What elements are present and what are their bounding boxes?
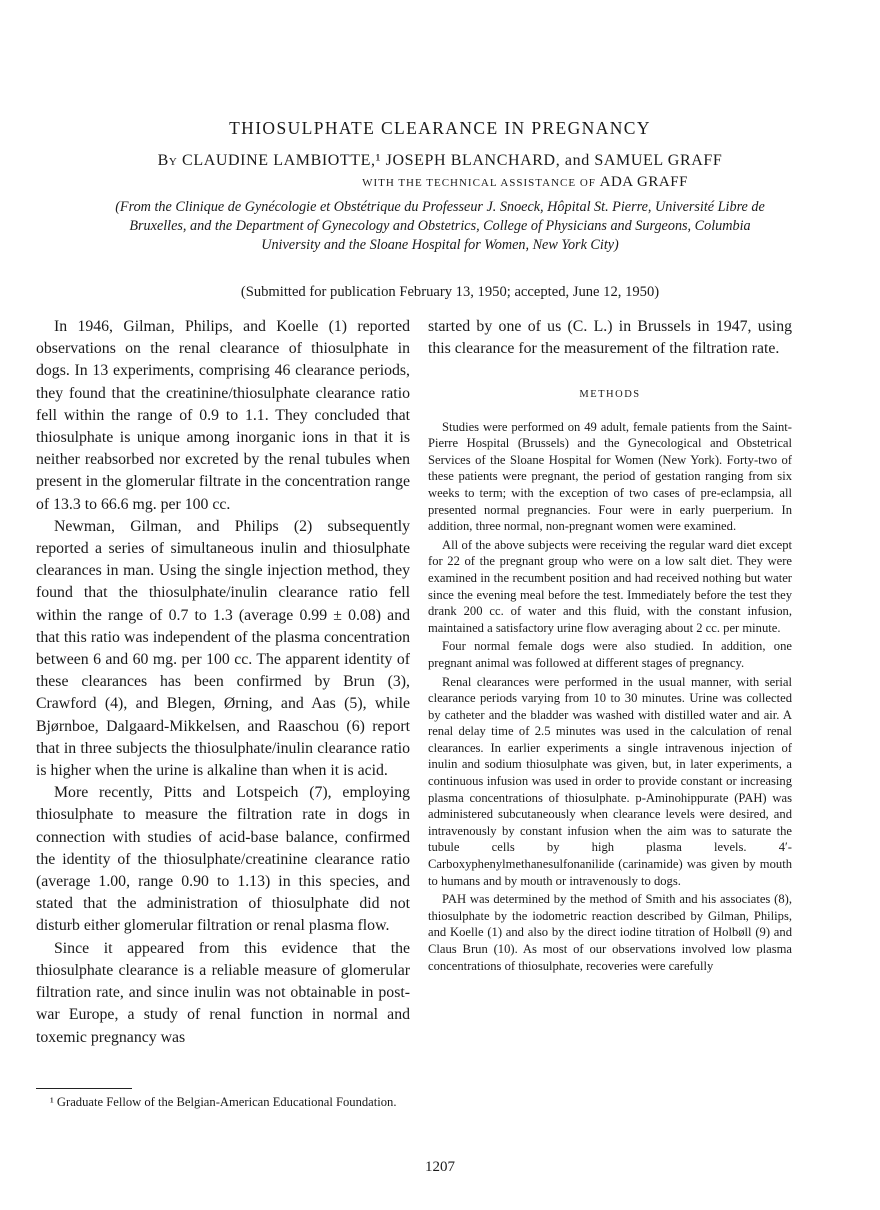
footnote-rule	[36, 1088, 132, 1089]
assistant-name: ADA GRAFF	[599, 174, 688, 190]
methods-paragraph: Four normal female dogs were also studied. In addition, one pregnant animal was followed at different stages of pregnancy.	[428, 639, 792, 670]
page-number: 1207	[425, 1159, 455, 1175]
methods-paragraph: PAH was determined by the method of Smith and his associates (8), thiosulphate by the iodometric reaction described by Gilman, Philips, and Koelle (1) and also by the direct iodine titration of Holbøll (9) and Claus Brun (10). As most of our observations involved low plasma concentrations of thiosulphate, recoveries were carefully	[428, 892, 792, 973]
article-title: THIOSULPHATE CLEARANCE IN PREGNANCY	[229, 118, 651, 138]
assistance-prefix: WITH THE TECHNICAL ASSISTANCE OF	[362, 177, 596, 189]
author-line	[0, 152, 880, 170]
right-column	[428, 316, 792, 976]
byline-prefix: By	[157, 152, 178, 169]
intro-paragraph: More recently, Pitts and Lotspeich (7), employing thiosulphate to measure the filtration rate in dogs in connection with studies of acid-base balance, confirmed the identity of the thiosulphate/creatinine clearance ratio (average 1.00, range 0.90 to 1.13) in this species, and stated that the administration of thiosulphate did not disturb either glomerular filtration or renal plasma flow.	[36, 784, 410, 935]
left-column	[36, 316, 410, 1049]
methods-heading: METHODS	[579, 389, 641, 401]
footnote: ¹ Graduate Fellow of the Belgian-American Educational Foundation.	[50, 1095, 397, 1109]
technical-assistance-line	[0, 174, 880, 191]
submission-dates: (Submitted for publication February 13, 1950; accepted, June 12, 1950)	[240, 284, 660, 300]
methods-paragraph: All of the above subjects were receiving the regular ward diet except for 22 of the pregnant group who were on a low salt diet. They were examined in the recumbent position and had received nothing but water since the evening meal before the test. Immediately before the test they drank 200 cc. of water and this fluid, with the constant infusion, maintained a satisfactory urine flow averaging about 2 cc. per minute.	[428, 537, 792, 635]
methods-section	[428, 419, 792, 975]
affiliation: (From the Clinique de Gynécologie et Obstétrique du Professeur J. Snoeck, Hôpital St. Pierre, Université Libre de Bruxelles, and the Department of Gynecology and Obstetrics, College of Physicians and Surgeons, Columbia University and the Sloane Hospital for Women, New York City)	[115, 199, 765, 254]
intro-paragraph: In 1946, Gilman, Philips, and Koelle (1) reported observations on the renal clearance of thiosulphate in dogs. In 13 experiments, comprising 46 clearance periods, they found that the creatinine/thiosulphate clearance ratio fell within the range of 0.9 to 1.1. They concluded that thiosulphate is unique among inorganic ions in that it is neither reabsorbed nor excreted by the renal tubules when present in the glomerular filtrate in the concentration range of 13.3 to 66.6 mg. per 100 cc.	[36, 318, 410, 513]
intro-paragraph: Since it appeared from this evidence that the thiosulphate clearance is a reliable measure of glomerular filtration rate, and since inulin was not obtainable in post-war Europe, a study of renal function in normal and toxemic pregnancy was	[36, 939, 410, 1046]
methods-paragraph: Studies were performed on 49 adult, female patients from the Saint-Pierre Hospital (Brussels) and the Gynecological and Obstetrical Services of the Sloane Hospital for Women (New York). Forty-two of these patients were pregnant, the period of gestation ranging from six weeks to term; with the exception of two cases of pre-eclampsia, all presented normal pregnancies. Four were in early puerperium. In addition, three normal, non-pregnant women were examined.	[428, 419, 792, 534]
author-names: CLAUDINE LAMBIOTTE,¹ JOSEPH BLANCHARD, and SAMUEL GRAFF	[182, 152, 723, 169]
methods-paragraph: Renal clearances were performed in the usual manner, with serial clearance periods varying from 10 to 30 minutes. Urine was collected by catheter and the bladder was washed with distilled water and air. A renal delay time of 2.5 minutes was used in the calculation of renal clearances. In earlier experiments a single intravenous injection of inulin and sodium thiosulphate was given, but, in later experiments, a continuous infusion was used in order to provide constant or increasing plasma concentrations of thiosulphate. p-Aminohippurate (PAH) was administered subcutaneously when clearance levels were desired, and intravenously by constant infusion when the aim was to saturate the tubule cells by high plasma levels. 4′-Carboxyphenylmethanesulfonanilide (carinamide) was given by mouth to humans and by mouth or intravenously to dogs.	[428, 674, 792, 888]
continuation-paragraph: started by one of us (C. L.) in Brussels in 1947, using this clearance for the measurement of the filtration rate.	[428, 318, 792, 358]
intro-paragraph: Newman, Gilman, and Philips (2) subsequently reported a series of simultaneous inulin and thiosulphate clearances in man. Using the single injection method, they found that the thiosulphate/inulin clearance ratio fell within the range of 0.7 to 1.3 (average 0.99 ± 0.08) and that this ratio was independent of the plasma concentration between 6 and 60 mg. per 100 cc. The apparent identity of these clearances has been confirmed by Brun (3), Crawford (4), and Blegen, Ørning, and Aas (5), while Bjørnboe, Dalgaard-Mikkelsen, and Raaschou (6) report that in three subjects the thiosulphate/inulin clearance ratio is higher when the urine is alkaline than when it is acid.	[36, 517, 410, 780]
